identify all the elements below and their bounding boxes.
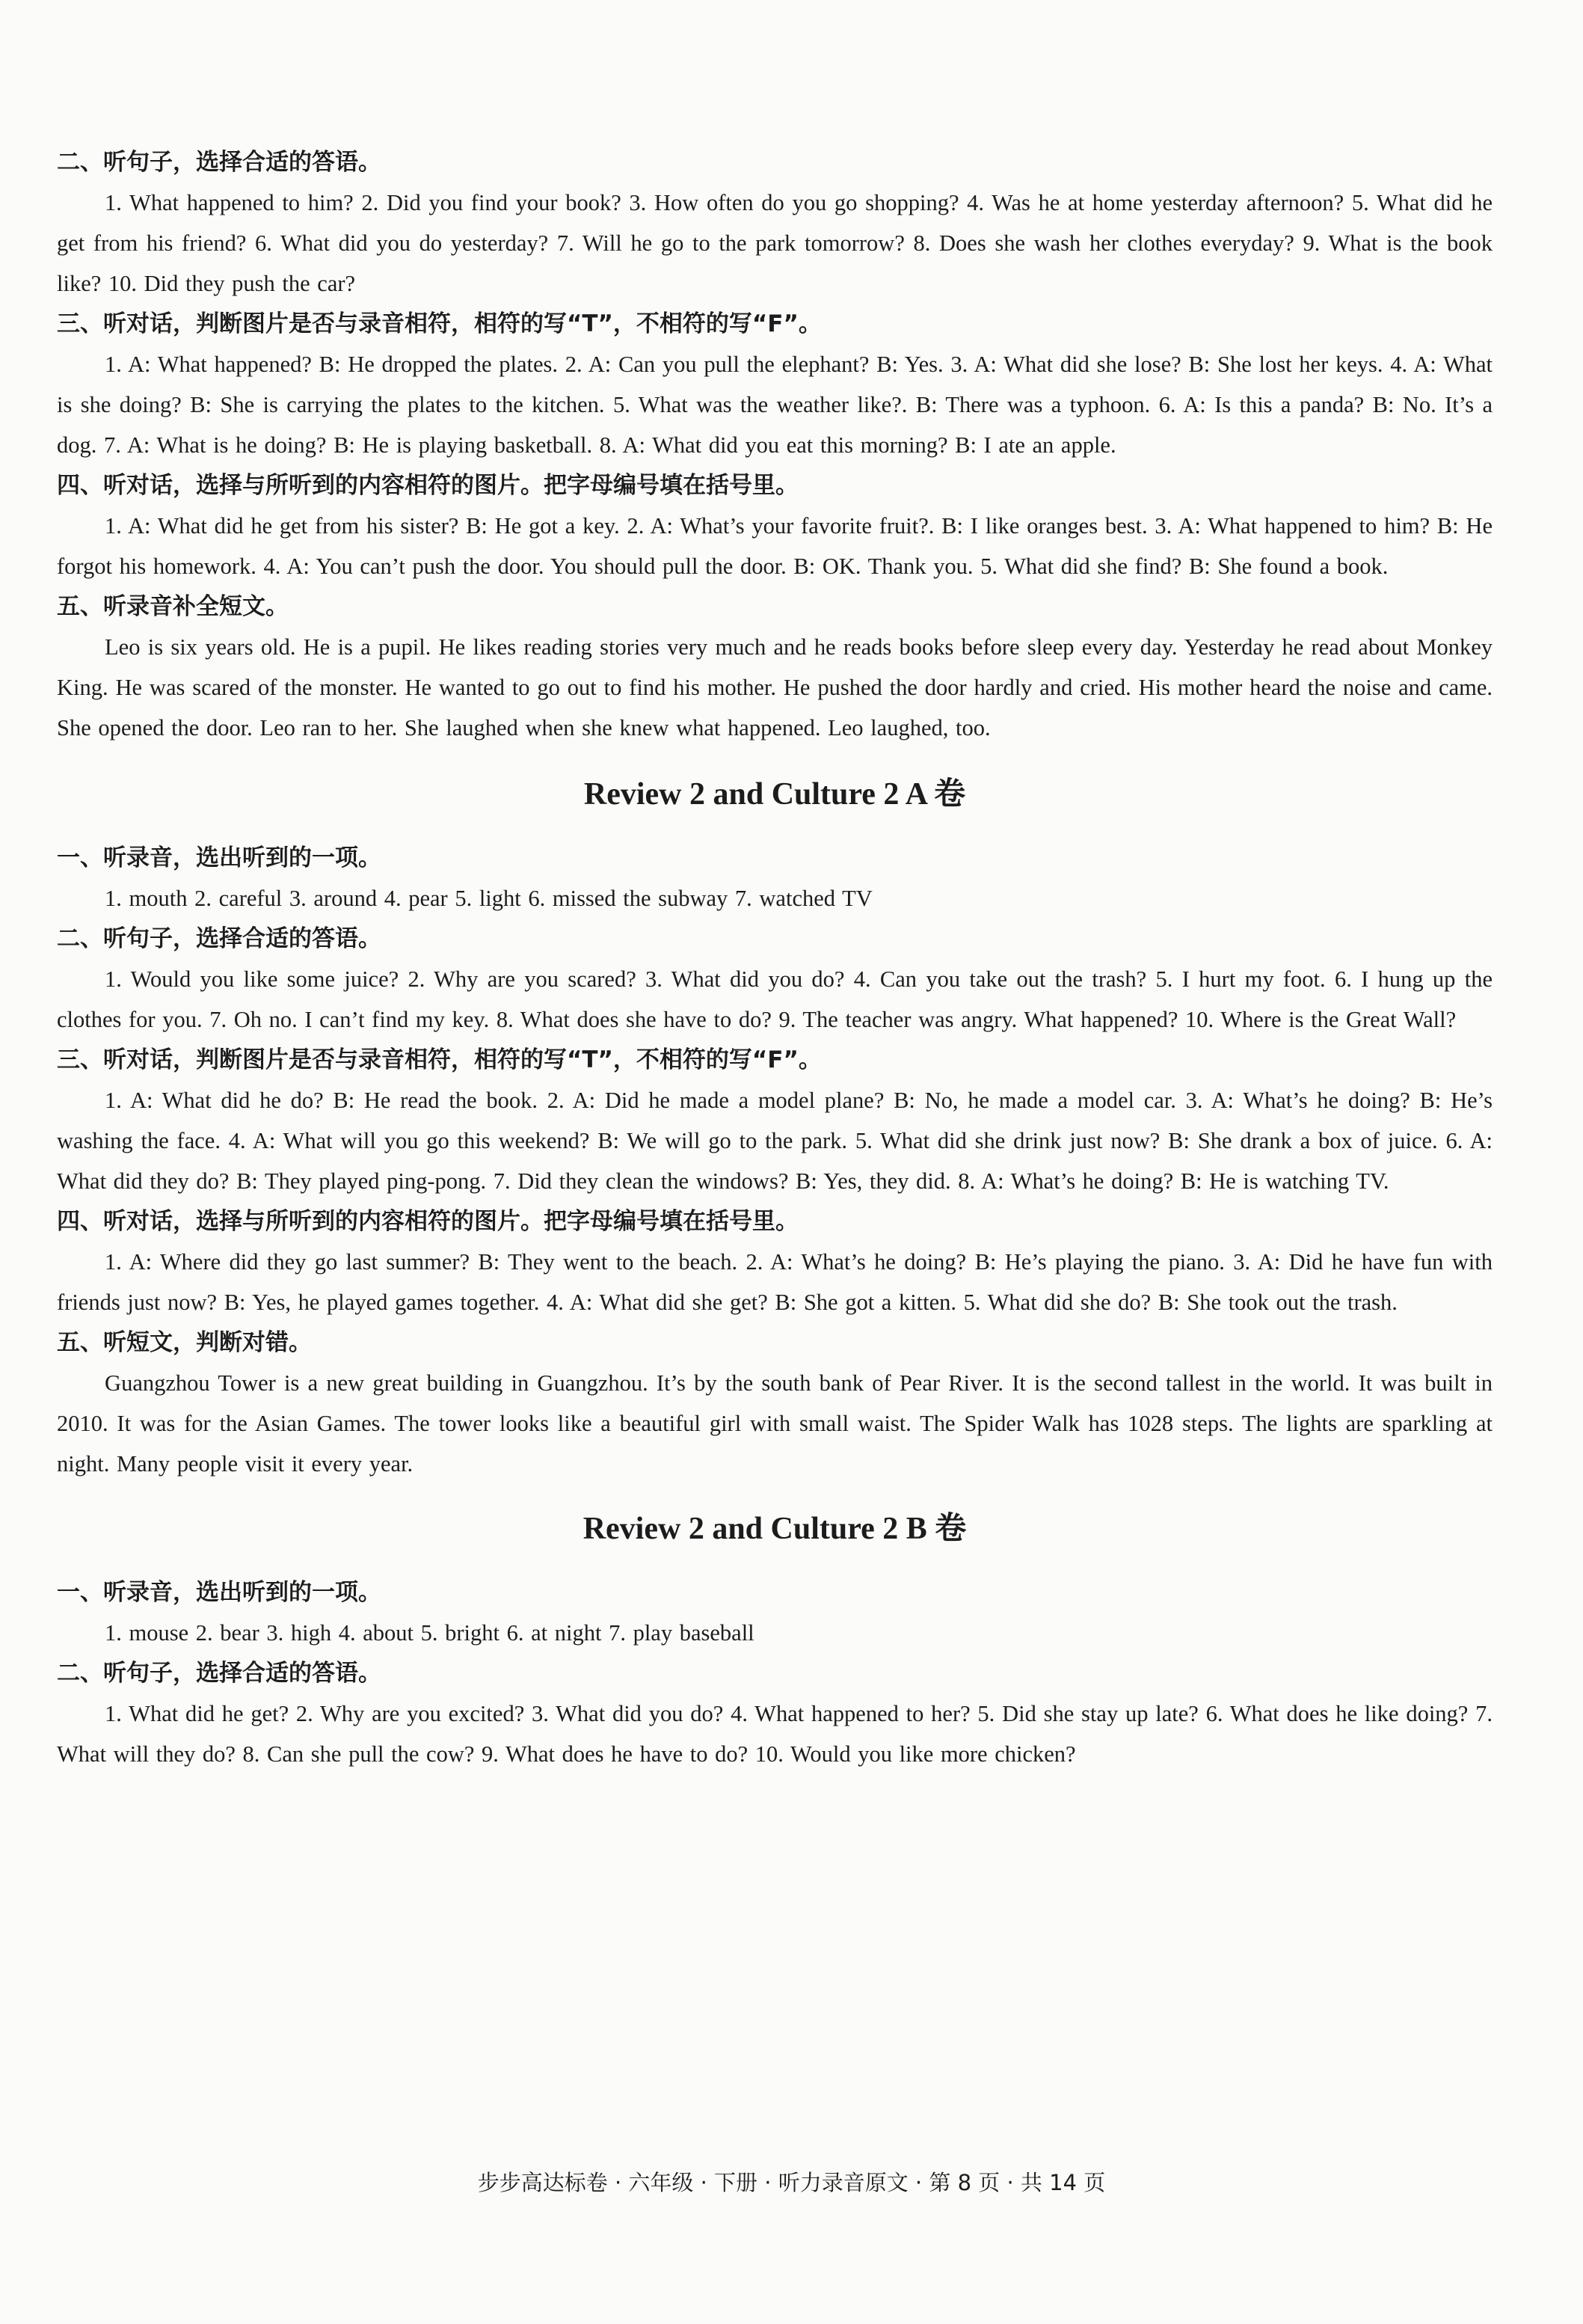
section-body: 1. What happened to him? 2. Did you find your book? 3. How often do you go shopping? 4. Was he at home yesterday afternoon? 5. What did he get from his friend? 6. What did you do yesterday? 7. Will he go to the park tomorrow? 8. Does she wash her clothes everyday? 9. What is the book like? 10. Did they push the car? (57, 190, 1493, 296)
section-heading: 四、听对话，选择与所听到的内容相符的图片。把字母编号填在括号里。 (57, 472, 799, 499)
section-body: 1. A: What did he get from his sister? B: He got a key. 2. A: What’s your favorite fruit?. B: I like oranges best. 3. A: What happened to him? B: He forgot his homework. 4. A: You can’t push the door. You should pull the door. B: OK. Thank you. 5. What did she find? B: She found a book. (57, 513, 1493, 579)
section-heading: 一、听录音，选出听到的一项。 (57, 844, 381, 871)
section-listen-sentences (57, 142, 1493, 304)
section-heading: 五、听短文，判断对错。 (57, 1329, 312, 1356)
section-heading: 二、听句子，选择合适的答语。 (57, 149, 381, 176)
section-complete-passage (57, 586, 1493, 748)
section-body: 1. mouth 2. careful 3. around 4. pear 5. light 6. missed the subway 7. watched TV (105, 886, 873, 911)
section-heading: 三、听对话，判断图片是否与录音相符，相符的写“T”，不相符的写“F”。 (57, 1046, 822, 1073)
section-body: Guangzhou Tower is a new great building in Guangzhou. It’s by the south bank of Pear River. It is the second tallest in the world. It was built in 2010. It was for the Asian Games. The tower looks like a beautiful girl with small waist. The Spider Walk has 1028 steps. The lights are sparkling at night. Many people visit it every year. (57, 1370, 1493, 1477)
section-body: 1. What did he get? 2. Why are you excited? 3. What did you do? 4. What happened to her? 5. Did she stay up late? 6. What does he like doing? 7. What will they do? 8. Can she pull the cow? 9. What does he have to do? 10. Would you like more chicken? (57, 1701, 1493, 1767)
section-true-false (57, 304, 1493, 465)
section-body: 1. Would you like some juice? 2. Why are you scared? 3. What did you do? 4. Can you take out the trash? 5. I hurt my foot. 6. I hung up the clothes for you. 7. Oh no. I can’t find my key. 8. What does she have to do? 9. The teacher was angry. What happened? 10. Where is the Great Wall? (57, 966, 1493, 1032)
review-a-section-4 (57, 1201, 1493, 1322)
review-b-section-2 (57, 1653, 1493, 1774)
section-heading: 一、听录音，选出听到的一项。 (57, 1579, 381, 1606)
review-b-title: Review 2 and Culture 2 B 卷 (583, 1512, 967, 1546)
page-footer: 步步高达标卷 · 六年级 · 下册 · 听力录音原文 · 第 8 页 · 共 14 页 (477, 2170, 1106, 2195)
review-b-section-1 (57, 1572, 1493, 1653)
section-choose-picture (57, 465, 1493, 586)
section-heading: 三、听对话，判断图片是否与录音相符，相符的写“T”，不相符的写“F”。 (57, 310, 822, 337)
section-body: 1. A: What happened? B: He dropped the plates. 2. A: Can you pull the elephant? B: Yes. 3. A: What did she lose? B: She lost her keys. 4. A: What is she doing? B: She is carrying the plates to the kitchen. 5. What was the weather like?. B: There was a typhoon. 6. A: Is this a panda? B: No. It’s a dog. 7. A: What is he doing? B: He is playing basketball. 8. A: What did you eat this morning? B: I ate an apple. (57, 352, 1493, 458)
document-content (57, 142, 1493, 1774)
section-body: 1. A: What did he do? B: He read the book. 2. A: Did he made a model plane? B: No, he made a model car. 3. A: What’s he doing? B: He’s washing the face. 4. A: What will you go this weekend? B: We will go to the park. 5. What did she drink just now? B: She drank a box of juice. 6. A: What did they do? B: They played ping-pong. 7. Did they clean the windows? B: Yes, they did. 8. A: What’s he doing? B: He is watching TV. (57, 1088, 1493, 1194)
review-a-title: Review 2 and Culture 2 A 卷 (583, 777, 966, 812)
review-a-section-5 (57, 1322, 1493, 1484)
section-body: Leo is six years old. He is a pupil. He likes reading stories very much and he reads books before sleep every day. Yesterday he read about Monkey King. He was scared of the monster. He wanted to go out to find his mother. He pushed the door hardly and cried. His mother heard the noise and came. She opened the door. Leo ran to her. She laughed when she knew what happened. Leo laughed, too. (57, 634, 1493, 741)
section-heading: 二、听句子，选择合适的答语。 (57, 1660, 381, 1687)
section-heading: 二、听句子，选择合适的答语。 (57, 925, 381, 952)
section-heading: 四、听对话，选择与所听到的内容相符的图片。把字母编号填在括号里。 (57, 1208, 799, 1235)
section-body: 1. A: Where did they go last summer? B: They went to the beach. 2. A: What’s he doing? B: He’s playing the piano. 3. A: Did he have fun with friends just now? B: Yes, he played games together. 4. A: What did she get? B: She got a kitten. 5. What did she do? B: She took out the trash. (57, 1249, 1493, 1315)
section-body: 1. mouse 2. bear 3. high 4. about 5. bright 6. at night 7. play baseball (105, 1620, 754, 1646)
review-a-section-1 (57, 838, 1493, 919)
review-a-section-2 (57, 919, 1493, 1040)
review-a-section-3 (57, 1040, 1493, 1201)
section-heading: 五、听录音补全短文。 (57, 593, 289, 620)
